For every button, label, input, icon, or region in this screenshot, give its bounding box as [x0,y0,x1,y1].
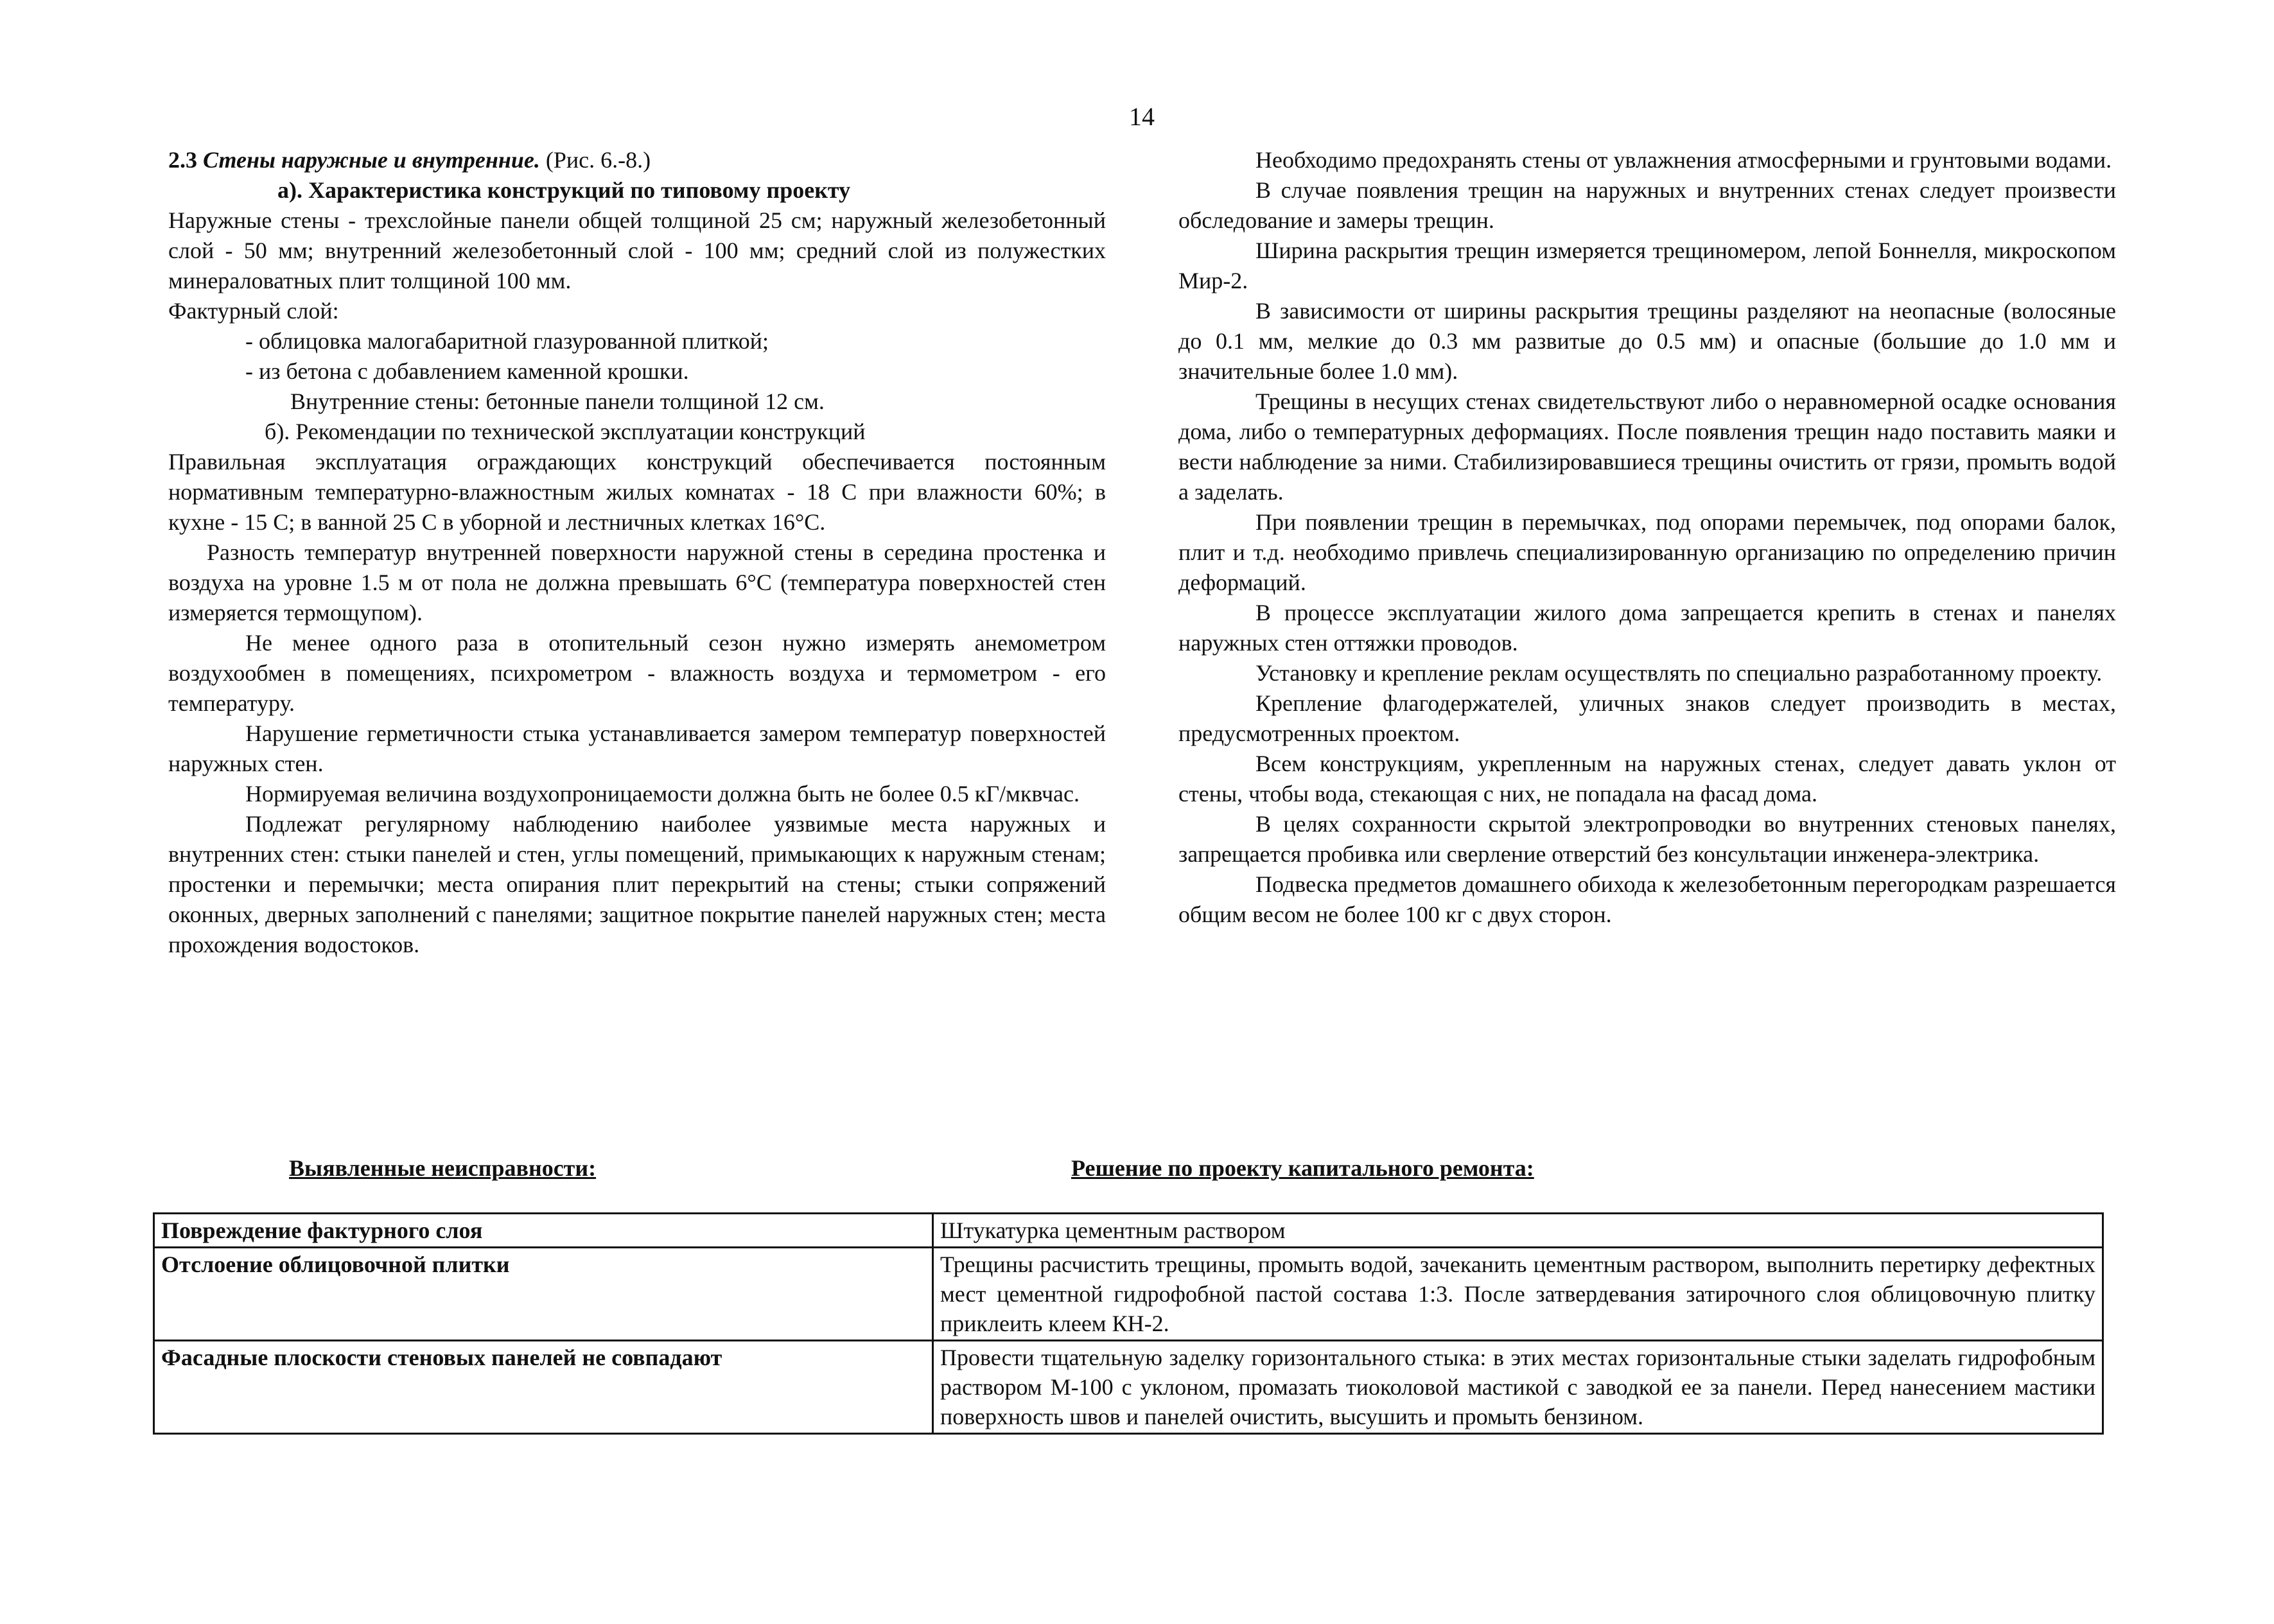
section-title: Стены наружные и внутренние. [203,147,540,173]
paragraph-inner-walls: Внутренние стены: бетонные панели толщиной 12 см. [290,389,825,414]
page-number: 14 [1129,102,1155,131]
defect-cell: Повреждение фактурного слоя [154,1214,933,1248]
paragraph: В зависимости от ширины раскрытия трещины разделяют на неопасные (волосяные до 0.1 мм, мелкие до 0.3 мм развитые до 0.5 мм) и опасные (большие до 1.0 мм и значительные более 1.0 мм). [1178,298,2116,384]
paragraph: Крепление флагодержателей, уличных знаков следует производить в местах, предусмотренных проектом. [1178,690,2116,746]
list-item: - из бетона с добавлением каменной крошки. [245,358,689,384]
paragraph: В случае появления трещин на наружных и внутренних стенах следует произвести обследование и замеры трещин. [1178,177,2116,233]
repair-solution-label: Решение по проекту капитального ремонта: [1071,1155,1534,1181]
paragraph: В целях сохранности скрытой электропроводки во внутренних стеновых панелях, запрещается пробивка или сверление отверстий без консультации инженера-электрика. [1178,811,2116,867]
figure-reference: (Рис. 6.-8.) [545,147,651,173]
defects-table [153,1212,2104,1435]
paragraph: При появлении трещин в перемычках, под опорами перемычек, под опорами балок, плит и т.д. необходимо привлечь специализированную организацию по определению причин деформаций. [1178,509,2116,595]
table-row [154,1341,2103,1434]
paragraph-outer-walls: Наружные стены - трехслойные панели общей толщиной 25 см; наружный железобетонный слой - 50 мм; внутренний железобетонный слой - 100 мм; средний слой из полужестких минераловатных плит толщиной 100 мм. [168,207,1106,293]
paragraph-facing-intro: Фактурный слой: [168,298,339,324]
section-number: 2.3 [168,147,197,173]
defect-cell: Фасадные плоскости стеновых панелей не совпадают [154,1341,933,1434]
solution-cell: Штукатурка цементным раствором [933,1214,2103,1248]
paragraph: В процессе эксплуатации жилого дома запрещается крепить в стенах и панелях наружных стен оттяжки проводов. [1178,600,2116,656]
paragraph: Всем конструкциям, укрепленным на наружных стенах, следует давать уклон от стены, чтобы вода, стекающая с них, не попадала на фасад дома. [1178,751,2116,807]
solution-cell: Трещины расчистить трещины, промыть водой, зачеканить цементным раствором, выполнить перетирку дефектных мест цементной гидрофобной пастой состава 1:3. После затвердевания затирочного слоя облицовочную плитку приклеить клеем КН-2. [933,1248,2103,1341]
subheading-operation-recommendations: б). Рекомендации по технической эксплуатации конструкций [265,419,866,444]
table-row [154,1214,2103,1248]
paragraph: Установку и крепление реклам осуществлять по специально разработанному проекту. [1255,660,2103,686]
paragraph-air-permeability: Нормируемая величина воздухопроницаемости должна быть не более 0.5 кГ/мквчас. [245,781,1080,807]
paragraph-measurements: Не менее одного раза в отопительный сезон нужно измерять анемометром воздухообмен в помещениях, психрометром - влажность воздуха и термометром - его температуру. [168,630,1106,716]
list-item: - облицовка малогабаритной глазурованной плиткой; [245,328,769,354]
subheading-design-characteristics: а). Характеристика конструкций по типовому проекту [277,177,851,203]
detected-defects-label: Выявленные неисправности: [289,1155,597,1181]
right-column [1178,145,2116,930]
paragraph-observation: Подлежат регулярному наблюдению наиболее уязвимые места наружных и внутренних стен: стыки панелей и стен, углы помещений, примыкающих к наружным стенам; простенки и перемычки; места опирания плит перекрытий на стены; стыки сопряжений оконных, дверных заполнений с панелями; защитное покрытие панелей наружных стен; места прохождения водостоков. [168,811,1106,957]
solution-cell: Провести тщательную заделку горизонтального стыка: в этих местах горизонтальные стыки заделать гидрофобным раствором М-100 с уклоном, промазать тиоколовой мастикой с заводкой ее за панели. Перед нанесением мастики поверхность швов и панелей очистить, высушить и промыть бензином. [933,1341,2103,1434]
defect-cell: Отслоение облицовочной плитки [154,1248,933,1341]
table-row [154,1248,2103,1341]
paragraph: Трещины в несущих стенах свидетельствуют либо о неравномерной осадке основания дома, либо о температурных деформациях. После появления трещин надо поставить маяки и вести наблюдение за ними. Стабилизировавшиеся трещины очистить от грязи, промыть водой а заделать. [1178,389,2116,505]
paragraph-seal: Нарушение герметичности стыка устанавливается замером температур поверхностей наружных стен. [168,720,1106,776]
paragraph-operation: Правильная эксплуатация ограждающих конструкций обеспечивается постоянным нормативным температурно-влажностным жилых комнатах - 18 С при влажности 60%; в кухне - 15 С; в ванной 25 С в уборной и лестничных клетках 16°С. [168,449,1106,535]
paragraph-temperature-difference: Разность температур внутренней поверхности наружной стены в середина простенка и воздуха на уровне 1.5 м от пола не должна превышать 6°С (температура поверхностей стен измеряется термощупом). [168,539,1106,625]
section-heading [168,145,1106,175]
paragraph: Ширина раскрытия трещин измеряется трещиномером, лепой Боннелля, микроскопом Мир-2. [1178,238,2116,293]
paragraph: Подвеска предметов домашнего обихода к железобетонным перегородкам разрешается общим весом не более 100 кг с двух сторон. [1178,871,2116,927]
left-column [168,145,1106,960]
paragraph: Необходимо предохранять стены от увлажнения атмосферными и грунтовыми водами. [1255,147,2112,173]
